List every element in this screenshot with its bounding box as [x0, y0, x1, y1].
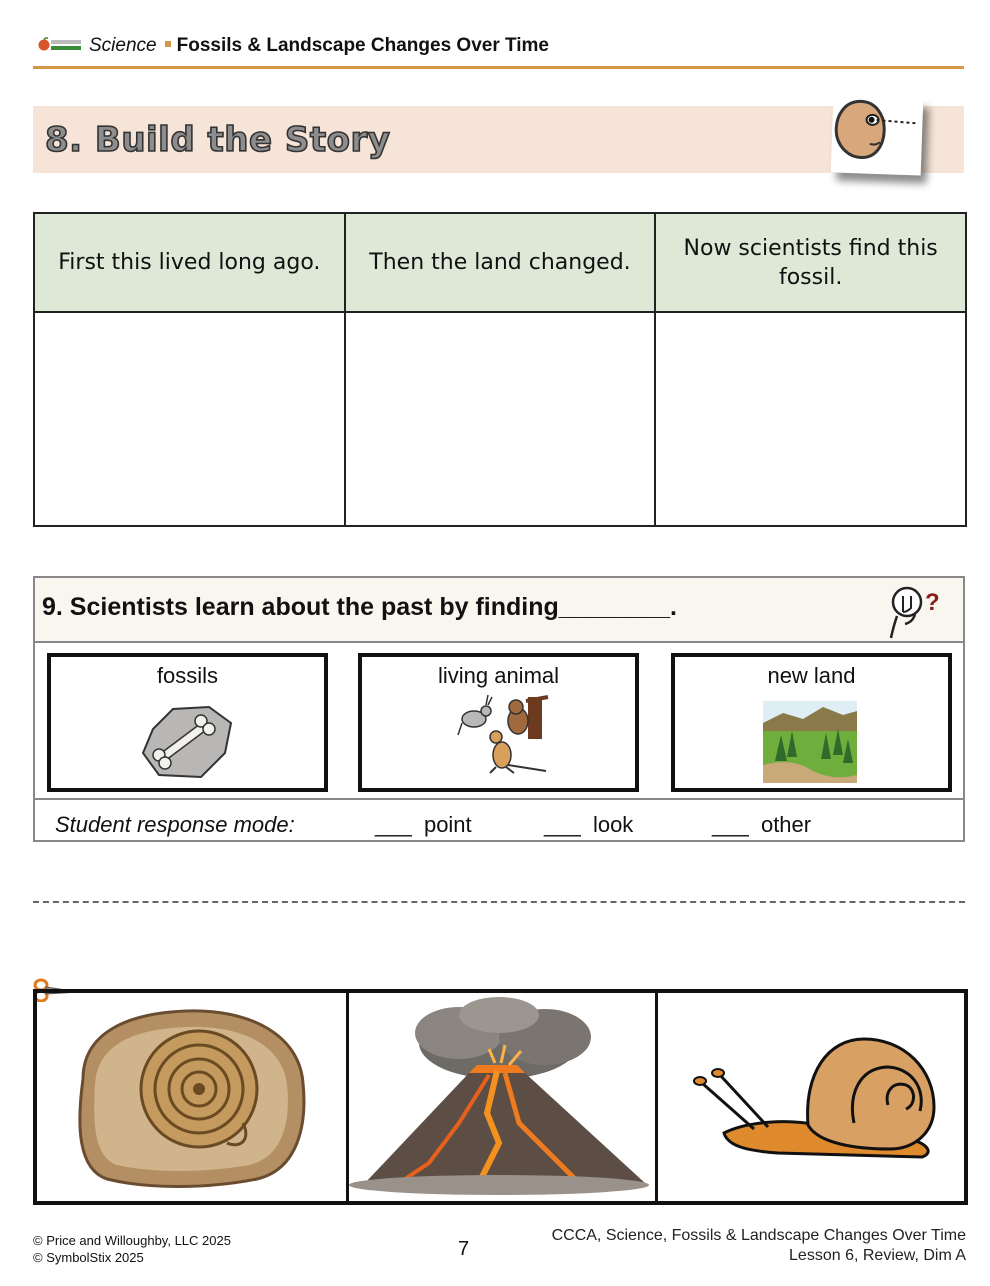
response-option-look[interactable]: [544, 812, 633, 838]
section-8-title: 8. Build the Story: [45, 120, 391, 160]
question-9: [33, 576, 965, 842]
response-option-label: other: [760, 812, 812, 837]
response-option-other[interactable]: [712, 812, 811, 838]
answer-cell-now[interactable]: [655, 312, 966, 526]
thinking-person-question-icon: [885, 582, 947, 640]
build-the-story-table: [33, 212, 967, 527]
choice-new-land[interactable]: [671, 653, 952, 792]
column-first: First this lived long ago.: [34, 213, 345, 312]
response-mode-row: [35, 798, 963, 842]
copyright-line-2: © SymbolStix 2025: [33, 1250, 144, 1265]
header-title: Fossils & Landscape Changes Over Time: [176, 35, 550, 56]
landscape-icon: [763, 701, 857, 783]
header-subject: Science: [89, 35, 157, 56]
page-header: [33, 32, 964, 69]
copyright-line-1: © Price and Willoughby, LLC 2025: [33, 1233, 231, 1248]
svg-text:?: ?: [925, 589, 940, 616]
cutout-ammonite[interactable]: [37, 993, 346, 1201]
choice-label: living animal: [437, 663, 560, 688]
column-now: Now scientists find this fossil.: [655, 213, 966, 312]
column-then: Then the land changed.: [345, 213, 656, 312]
answer-cell-first[interactable]: [34, 312, 345, 526]
header-text: [89, 35, 549, 57]
response-option-point[interactable]: [375, 812, 472, 838]
response-blank[interactable]: ___: [712, 812, 749, 837]
response-option-label: look: [592, 812, 634, 837]
cutout-volcano[interactable]: [346, 993, 658, 1201]
snail-icon: [658, 993, 967, 1201]
ammonite-fossil-icon: [37, 993, 346, 1201]
choice-living-animal[interactable]: [358, 653, 639, 792]
thinking-face-icon: [831, 96, 924, 175]
footer-lesson: Lesson 6, Review, Dim A: [789, 1247, 966, 1264]
choice-label: fossils: [156, 663, 219, 688]
choice-fossils[interactable]: [47, 653, 328, 792]
special-simplified-logo-icon: [37, 37, 83, 53]
volcano-icon: [349, 993, 658, 1201]
response-mode-label: Student response mode:: [55, 812, 295, 837]
question-9-header: [35, 578, 963, 643]
cutout-snail[interactable]: [655, 993, 967, 1201]
table-answer-row: [34, 312, 966, 526]
animals-icon: [456, 693, 552, 777]
table-header-row: [34, 213, 966, 312]
response-option-label: point: [423, 812, 472, 837]
response-blank[interactable]: ___: [544, 812, 581, 837]
bone-fossil-icon: [139, 701, 235, 781]
answer-cell-then[interactable]: [345, 312, 656, 526]
cut-line: [33, 901, 965, 903]
footer-copyright: [33, 1232, 231, 1266]
footer-course-info: [552, 1226, 966, 1266]
section-8-banner: [33, 106, 964, 173]
cutout-picture-strip: [33, 989, 968, 1205]
question-9-prompt: 9. Scientists learn about the past by finding________.: [42, 593, 677, 621]
footer-course: CCCA, Science, Fossils & Landscape Changes Over Time: [551, 1227, 966, 1244]
header-separator: [165, 41, 171, 47]
page-number: 7: [458, 1238, 470, 1260]
choice-label: new land: [767, 663, 856, 688]
response-blank[interactable]: ___: [375, 812, 412, 837]
thinking-face-card: [831, 96, 924, 175]
